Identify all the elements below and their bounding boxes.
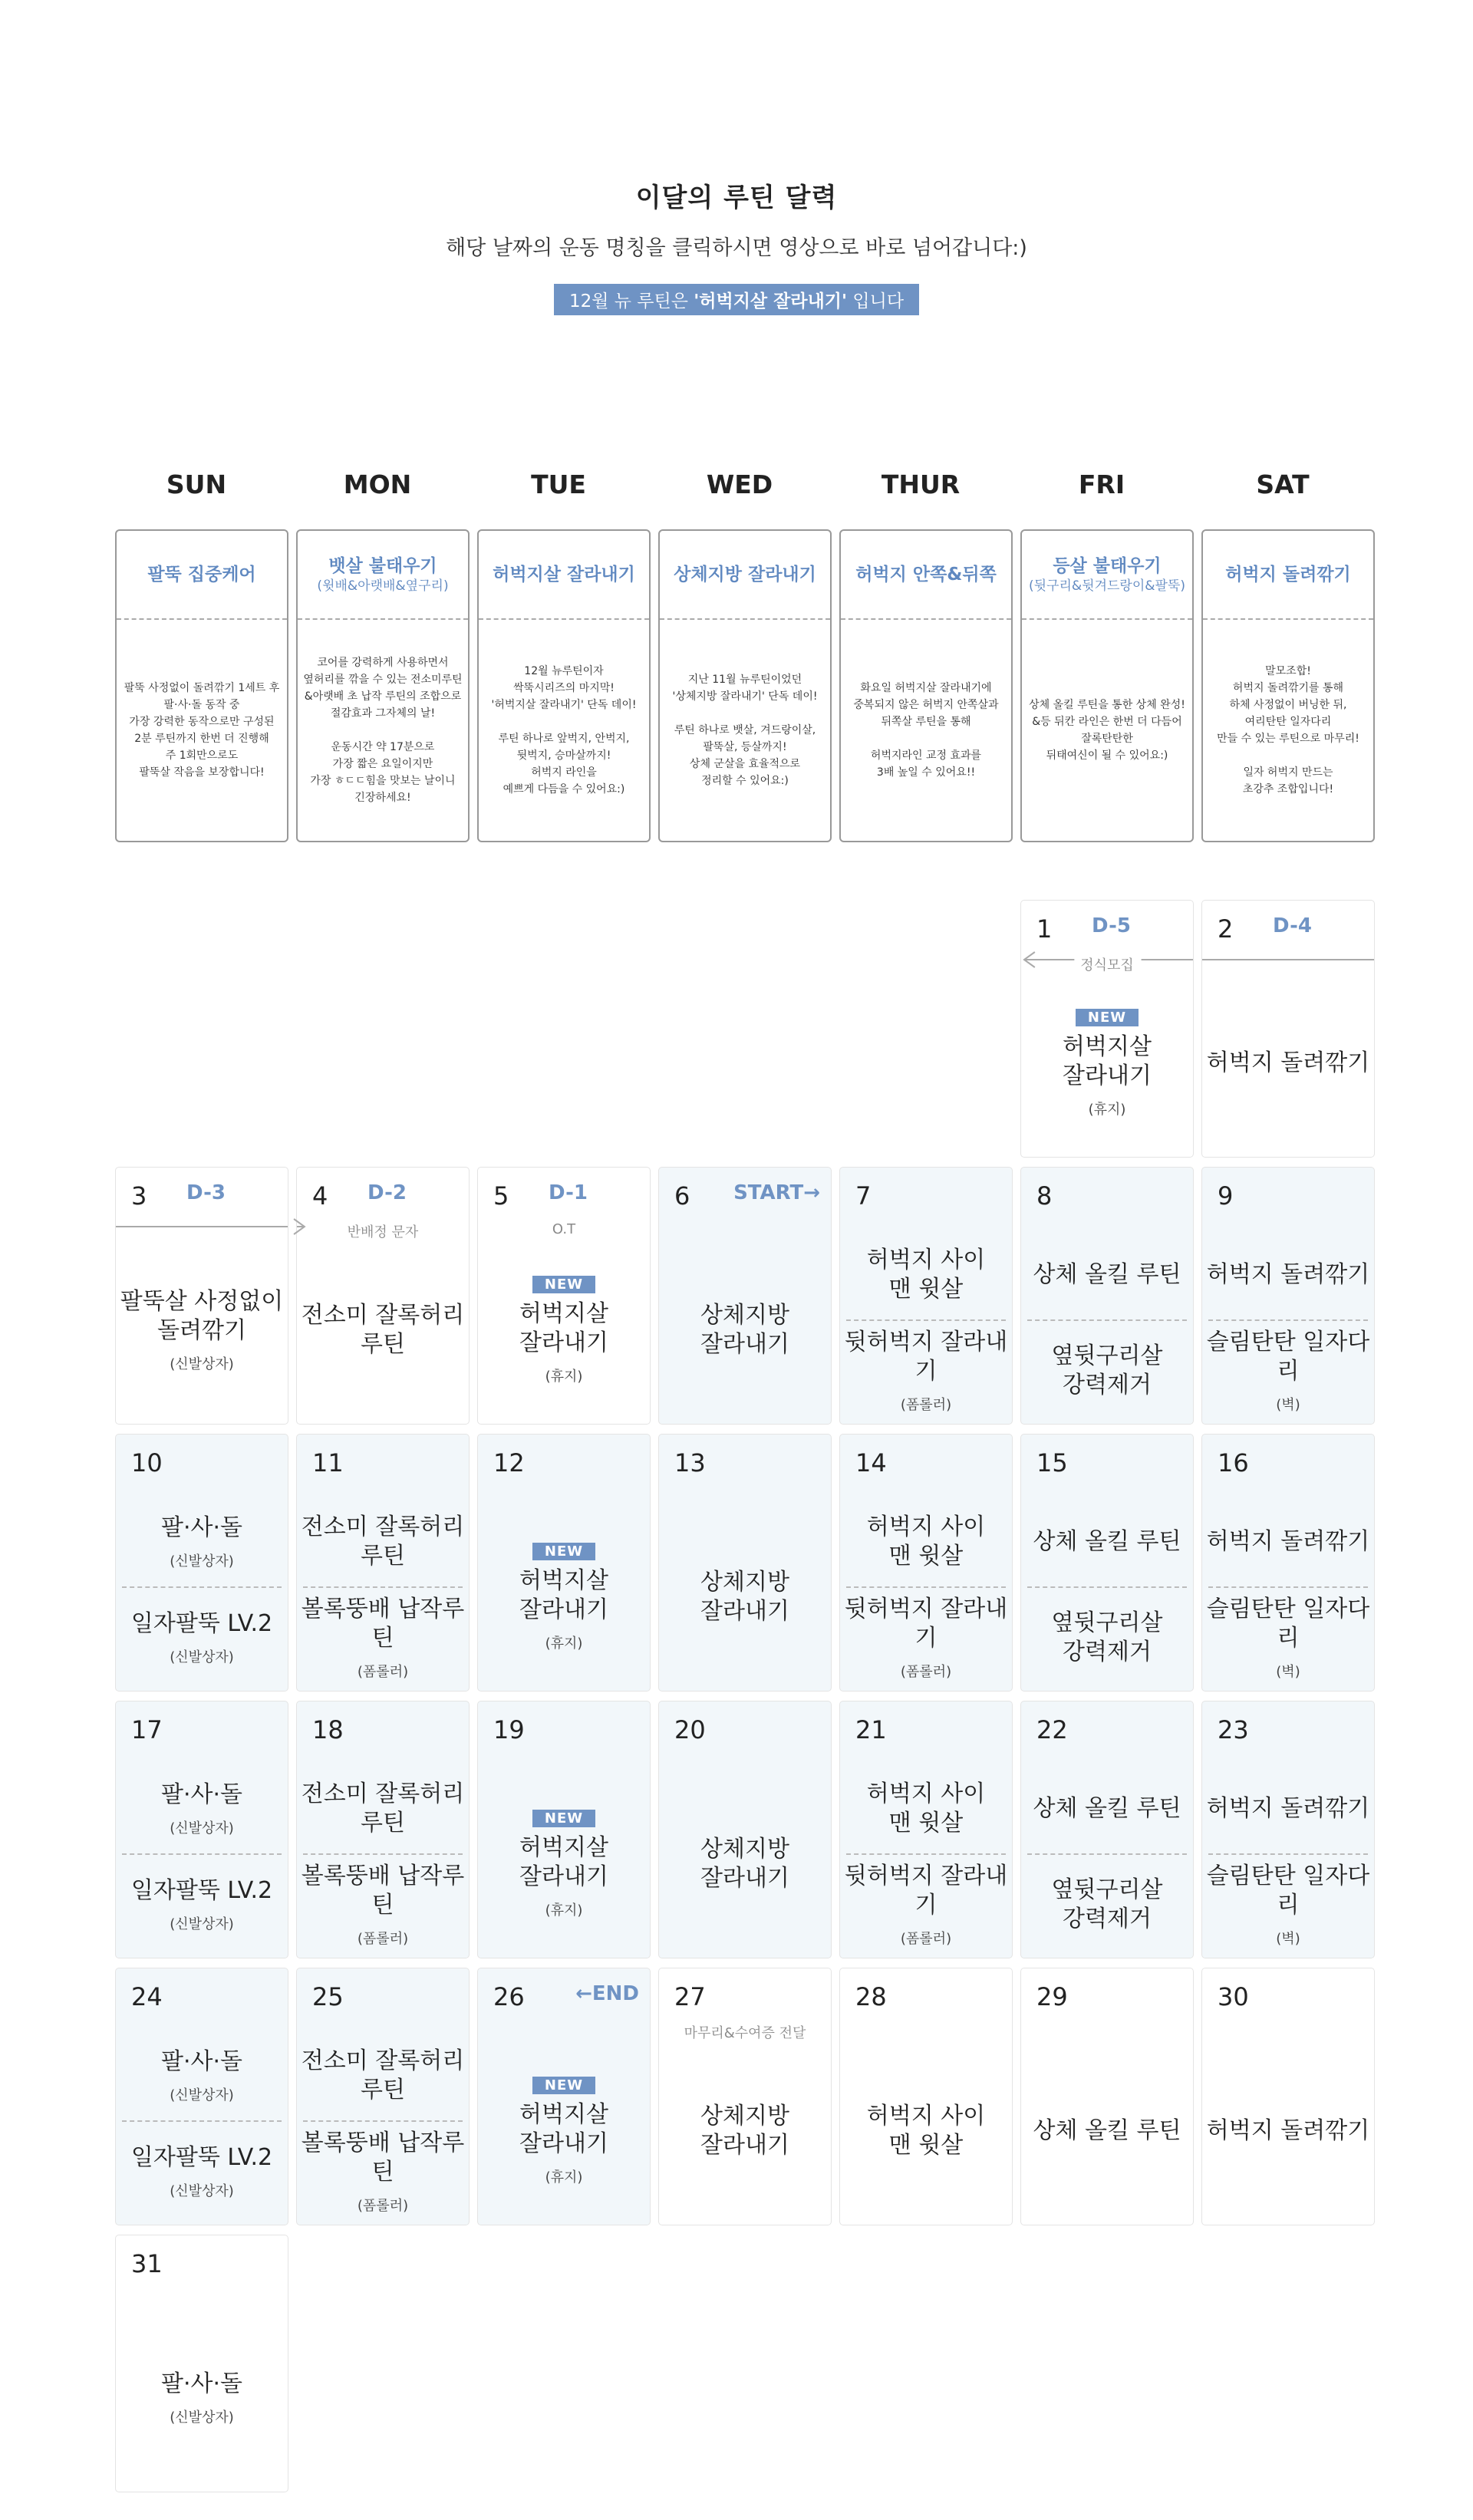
dday-label: D-2 bbox=[367, 1181, 407, 1204]
day-number: 27 bbox=[674, 1982, 706, 2011]
routine-link[interactable]: 허벅지 사이 맨 윗살 bbox=[866, 1247, 986, 1303]
routine-card-thur bbox=[839, 529, 1013, 842]
day-cell-9[interactable] bbox=[1201, 1167, 1375, 1425]
calendar-header bbox=[0, 176, 1473, 315]
arrow-line-icon bbox=[116, 1217, 288, 1237]
equipment-tag: (휴지) bbox=[545, 1902, 583, 1919]
equipment-tag: (벽) bbox=[1276, 1931, 1300, 1947]
routine-card-subtitle: (뒷구리&뒷겨드랑이&팔뚝) bbox=[1029, 578, 1185, 594]
new-badge: NEW bbox=[532, 2077, 595, 2094]
routine-link[interactable]: 뒷허벅지 잘라내기 bbox=[844, 1596, 1008, 1652]
day-number: 1 bbox=[1036, 914, 1053, 944]
routine-link[interactable]: 허벅지살 잘라내기 bbox=[519, 2100, 608, 2157]
new-routine-notice bbox=[554, 284, 919, 315]
day-number: 16 bbox=[1218, 1448, 1249, 1477]
routine-card-description: 코어를 강력하게 사용하면서 옆허리를 깎을 수 있는 전소미루틴 &아랫배 초 납작 루틴의 조합으로 절감효과 그자체의 날! 운동시간 약 17분으로 가장 짧은 요일이지만 가장 ㅎㄷㄷ힘을 맛보는 날이니 긴장하세요! bbox=[303, 657, 463, 804]
equipment-tag: (신발상자) bbox=[170, 1356, 234, 1372]
equipment-tag: (신발상자) bbox=[170, 2183, 234, 2199]
day-number: 26 bbox=[493, 1982, 525, 2011]
equipment-tag: (신발상자) bbox=[170, 1916, 234, 1932]
day-cell-6[interactable] bbox=[658, 1167, 832, 1425]
routine-link[interactable]: 허벅지 사이 맨 윗살 bbox=[866, 1514, 986, 1570]
weekday-thur: THUR bbox=[881, 469, 961, 499]
routine-card-description: 팔뚝 사정없이 돌려깎기 1세트 후 팔·사·돌 동작 중 가장 강력한 동작으로만 구성된 2분 루틴까지 한번 더 진행해 주 1회만으로도 팔뚝살 작음을 보장합니다! bbox=[124, 682, 280, 779]
day-number: 28 bbox=[855, 1982, 887, 2011]
arrow-line-icon bbox=[1202, 950, 1374, 970]
routine-card-mon bbox=[296, 529, 470, 842]
start-label: START→ bbox=[733, 1181, 820, 1204]
routine-link[interactable]: 뒷허벅지 잘라내기 bbox=[844, 1863, 1008, 1919]
day-number: 17 bbox=[131, 1715, 163, 1744]
dday-label: D-4 bbox=[1273, 914, 1312, 937]
routine-card-title: 허벅지살 잘라내기 bbox=[493, 565, 635, 585]
routine-link[interactable]: 전소미 잘록허리 루틴 bbox=[301, 1780, 465, 1836]
equipment-tag: (벽) bbox=[1276, 1397, 1300, 1413]
day-number: 14 bbox=[855, 1448, 887, 1477]
routine-card-title: 등살 불태우기 bbox=[1053, 556, 1162, 576]
day-number: 25 bbox=[312, 1982, 344, 2011]
routine-card-description: 말모조합! 허벅지 돌려깎기를 통해 하체 사정없이 버닝한 뒤, 여리탄탄 일자다리 만들 수 있는 루틴으로 마무리! 일자 허벅지 만드는 초강추 조합입니다! bbox=[1217, 665, 1359, 796]
routine-link[interactable]: 상체 올킬 루틴 bbox=[1033, 2117, 1181, 2144]
notice-pre: 12월 뉴 루틴은 bbox=[568, 292, 694, 311]
day-number: 22 bbox=[1036, 1715, 1068, 1744]
routine-card-sun bbox=[115, 529, 288, 842]
day-number: 2 bbox=[1218, 914, 1234, 944]
day-number: 8 bbox=[1036, 1181, 1053, 1211]
routine-link[interactable]: 허벅지 돌려깎기 bbox=[1206, 1261, 1370, 1288]
schedule-note: 반배정 문자 bbox=[347, 1224, 419, 1240]
day-number: 30 bbox=[1218, 1982, 1249, 2011]
routine-link[interactable]: 허벅지 사이 맨 윗살 bbox=[866, 1780, 986, 1836]
routine-card-description: 12월 뉴루틴이자 싹뚝시리즈의 마지막! '허벅지살 잘라내기' 단독 데이! 루틴 하나로 앞벅지, 안벅지, 뒷벅지, 승마살까지! 허벅지 라인을 예쁘게 다듬을 수 있어요:) bbox=[491, 665, 637, 796]
day-number: 4 bbox=[312, 1181, 328, 1211]
day-number: 20 bbox=[674, 1715, 706, 1744]
equipment-tag: (신발상자) bbox=[170, 1553, 234, 1570]
routine-link[interactable]: 전소미 잘록허리 루틴 bbox=[301, 2047, 465, 2103]
routine-link[interactable]: 전소미 잘록허리 루틴 bbox=[301, 1302, 465, 1358]
day-cell-25[interactable] bbox=[296, 1968, 470, 2225]
day-number: 6 bbox=[674, 1181, 690, 1211]
dday-label: D-3 bbox=[186, 1181, 226, 1204]
page-subtitle: 해당 날짜의 운동 명칭을 클릭하시면 영상으로 바로 넘어갑니다:) bbox=[446, 236, 1027, 260]
notice-post: 입니다 bbox=[847, 292, 905, 311]
routine-link[interactable]: 상체 올킬 루틴 bbox=[1033, 1528, 1181, 1555]
routine-link[interactable]: 허벅지살 잘라내기 bbox=[1063, 1033, 1152, 1089]
routine-link[interactable]: 허벅지 돌려깎기 bbox=[1206, 1049, 1370, 1076]
day-number: 10 bbox=[131, 1448, 163, 1477]
routine-link[interactable]: 볼록뚱배 납작루틴 bbox=[301, 2130, 465, 2186]
equipment-tag: (폼롤러) bbox=[900, 1931, 952, 1947]
day-cell-7[interactable] bbox=[839, 1167, 1013, 1425]
day-number: 23 bbox=[1218, 1715, 1249, 1744]
routine-link[interactable]: 상체 올킬 루틴 bbox=[1033, 1261, 1181, 1288]
day-cell-30[interactable] bbox=[1201, 1968, 1375, 2225]
routine-link[interactable]: 슬림탄탄 일자다리 bbox=[1206, 1596, 1370, 1652]
equipment-tag: (신발상자) bbox=[170, 1820, 234, 1836]
equipment-tag: (폼롤러) bbox=[357, 2198, 409, 2214]
day-number: 24 bbox=[131, 1982, 163, 2011]
weekday-tue: TUE bbox=[531, 469, 586, 499]
routine-link[interactable]: 옆뒷구리살 강력제거 bbox=[1051, 1342, 1163, 1398]
routine-link[interactable]: 일자팔뚝 LV.2 bbox=[130, 1610, 273, 1637]
equipment-tag: (폼롤러) bbox=[357, 1664, 409, 1680]
weekday-mon: MON bbox=[343, 469, 412, 499]
day-cell-29[interactable] bbox=[1020, 1968, 1194, 2225]
routine-card-description: 화요일 허벅지살 잘라내기에 중복되지 않은 허벅지 안쪽살과 뒤쪽살 루틴을 통해 허벅지라인 교정 효과를 3배 높일 수 있어요!! bbox=[853, 682, 999, 779]
routine-card-sat bbox=[1201, 529, 1375, 842]
routine-link[interactable]: 상체지방 잘라내기 bbox=[700, 1569, 789, 1625]
weekday-fri: FRI bbox=[1078, 469, 1125, 499]
schedule-note: O.T bbox=[552, 1221, 576, 1237]
routine-link[interactable]: 옆뒷구리살 강력제거 bbox=[1051, 1609, 1163, 1665]
day-number: 3 bbox=[131, 1181, 147, 1211]
day-cell-22[interactable] bbox=[1020, 1701, 1194, 1958]
schedule-note: 마무리&수여증 전달 bbox=[684, 2025, 806, 2041]
day-cell-31[interactable] bbox=[115, 2235, 288, 2492]
routine-card-title: 팔뚝 집중케어 bbox=[147, 565, 256, 585]
day-cell-26[interactable] bbox=[477, 1968, 651, 2225]
weekday-sun: SUN bbox=[166, 469, 227, 499]
routine-card-description: 지난 11월 뉴루틴이었던 '상체지방 잘라내기' 단독 데이! 루틴 하나로 뱃살, 겨드랑이살, 팔뚝살, 등살까지! 상체 군살을 효율적으로 정리할 수 있어요:) bbox=[672, 674, 818, 787]
day-number: 21 bbox=[855, 1715, 887, 1744]
day-number: 19 bbox=[493, 1715, 525, 1744]
routine-link[interactable]: 상체 올킬 루틴 bbox=[1033, 1795, 1181, 1822]
equipment-tag: (폼롤러) bbox=[900, 1397, 952, 1413]
equipment-tag: (신발상자) bbox=[170, 1649, 234, 1665]
equipment-tag: (폼롤러) bbox=[357, 1931, 409, 1947]
day-cell-24[interactable] bbox=[115, 1968, 288, 2225]
routine-link[interactable]: 일자팔뚝 LV.2 bbox=[130, 2144, 273, 2171]
routine-link[interactable]: 허벅지 사이 맨 윗살 bbox=[866, 2103, 986, 2159]
routine-link[interactable]: 허벅지 돌려깎기 bbox=[1206, 1528, 1370, 1555]
end-label: ←END bbox=[575, 1982, 639, 2005]
routine-link[interactable]: 슬림탄탄 일자다리 bbox=[1206, 1329, 1370, 1385]
day-cell-3[interactable] bbox=[115, 1167, 288, 1425]
routine-link[interactable]: 허벅지살 잘라내기 bbox=[519, 1566, 608, 1623]
equipment-tag: (휴지) bbox=[1088, 1101, 1126, 1118]
day-number: 5 bbox=[493, 1181, 509, 1211]
routine-link[interactable]: 상체지방 잘라내기 bbox=[700, 2103, 789, 2159]
dday-label: D-1 bbox=[549, 1181, 588, 1204]
day-number: 31 bbox=[131, 2249, 163, 2278]
routine-card-tue bbox=[477, 529, 651, 842]
day-cell-14[interactable] bbox=[839, 1434, 1013, 1692]
routine-card-subtitle: (윗배&아랫배&옆구리) bbox=[317, 578, 449, 594]
notice-routine-name: '허벅지살 잘라내기' bbox=[694, 292, 848, 311]
day-number: 9 bbox=[1218, 1181, 1234, 1211]
new-badge: NEW bbox=[532, 1543, 595, 1560]
routine-link[interactable]: 허벅지살 잘라내기 bbox=[519, 1300, 608, 1356]
day-cell-20[interactable] bbox=[658, 1701, 832, 1958]
day-cell-5[interactable] bbox=[477, 1167, 651, 1425]
routine-link[interactable]: 옆뒷구리살 강력제거 bbox=[1051, 1876, 1163, 1932]
day-number: 13 bbox=[674, 1448, 706, 1477]
equipment-tag: (벽) bbox=[1276, 1664, 1300, 1680]
routine-card-fri bbox=[1020, 529, 1194, 842]
day-cell-1[interactable] bbox=[1020, 900, 1194, 1158]
weekday-wed: WED bbox=[706, 469, 773, 499]
equipment-tag: (신발상자) bbox=[170, 2410, 234, 2426]
routine-link[interactable]: 상체지방 잘라내기 bbox=[700, 1302, 789, 1358]
routine-link[interactable]: 팔·사·돌 bbox=[160, 2048, 242, 2075]
schedule-note: 정식모집 bbox=[1080, 957, 1134, 973]
routine-card-description: 상체 올킬 루틴을 통한 상체 완성! &등 뒤칸 라인은 한번 더 다듬어 잘록탄탄한 뒤태여신이 될 수 있어요:) bbox=[1029, 699, 1185, 762]
routine-link[interactable]: 일자팔뚝 LV.2 bbox=[130, 1877, 273, 1904]
day-number: 12 bbox=[493, 1448, 525, 1477]
day-cell-12[interactable] bbox=[477, 1434, 651, 1692]
routine-link[interactable]: 볼록뚱배 납작루틴 bbox=[301, 1596, 465, 1652]
routine-link[interactable]: 팔뚝살 사정없이 돌려깎기 bbox=[120, 1288, 284, 1344]
routine-card-title: 허벅지 돌려깎기 bbox=[1225, 565, 1351, 585]
equipment-tag: (휴지) bbox=[545, 2169, 583, 2186]
routine-link[interactable]: 전소미 잘록허리 루틴 bbox=[301, 1514, 465, 1570]
day-number: 29 bbox=[1036, 1982, 1068, 2011]
routine-link[interactable]: 허벅지 돌려깎기 bbox=[1206, 1795, 1370, 1822]
routine-link[interactable]: 팔·사·돌 bbox=[160, 1781, 242, 1808]
routine-link[interactable]: 허벅지 돌려깎기 bbox=[1206, 2117, 1370, 2144]
equipment-tag: (휴지) bbox=[545, 1368, 583, 1385]
day-cell-28[interactable] bbox=[839, 1968, 1013, 2225]
routine-link[interactable]: 슬림탄탄 일자다리 bbox=[1206, 1863, 1370, 1919]
day-cell-17[interactable] bbox=[115, 1701, 288, 1958]
day-cell-11[interactable] bbox=[296, 1434, 470, 1692]
routine-card-title: 허벅지 안쪽&뒤쪽 bbox=[855, 565, 997, 585]
routine-link[interactable]: 허벅지살 잘라내기 bbox=[519, 1833, 608, 1890]
weekday-header-row bbox=[110, 469, 1368, 500]
equipment-tag: (신발상자) bbox=[170, 2087, 234, 2103]
day-cell-13[interactable] bbox=[658, 1434, 832, 1692]
day-cell-8[interactable] bbox=[1020, 1167, 1194, 1425]
day-cell-15[interactable] bbox=[1020, 1434, 1194, 1692]
day-cell-2[interactable] bbox=[1201, 900, 1375, 1158]
day-cell-23[interactable] bbox=[1201, 1701, 1375, 1958]
equipment-tag: (휴지) bbox=[545, 1635, 583, 1652]
dday-label: D-5 bbox=[1092, 914, 1131, 937]
routine-link[interactable]: 팔·사·돌 bbox=[160, 2370, 242, 2397]
day-cell-21[interactable] bbox=[839, 1701, 1013, 1958]
day-cell-19[interactable] bbox=[477, 1701, 651, 1958]
day-number: 7 bbox=[855, 1181, 872, 1211]
routine-link[interactable]: 볼록뚱배 납작루틴 bbox=[301, 1863, 465, 1919]
routine-card-title: 뱃살 불태우기 bbox=[328, 556, 437, 576]
day-number: 18 bbox=[312, 1715, 344, 1744]
day-cell-18[interactable] bbox=[296, 1701, 470, 1958]
day-cell-27[interactable] bbox=[658, 1968, 832, 2225]
day-cell-16[interactable] bbox=[1201, 1434, 1375, 1692]
page-title: 이달의 루틴 달력 bbox=[635, 183, 838, 213]
routine-card-wed bbox=[658, 529, 832, 842]
new-badge: NEW bbox=[532, 1810, 595, 1827]
routine-link[interactable]: 상체지방 잘라내기 bbox=[700, 1836, 789, 1892]
weekday-sat: SAT bbox=[1256, 469, 1310, 499]
equipment-tag: (폼롤러) bbox=[900, 1664, 952, 1680]
new-badge: NEW bbox=[532, 1276, 595, 1293]
new-badge: NEW bbox=[1076, 1009, 1139, 1026]
day-number: 11 bbox=[312, 1448, 344, 1477]
day-cell-4[interactable] bbox=[296, 1167, 470, 1425]
routine-link[interactable]: 팔·사·돌 bbox=[160, 1514, 242, 1541]
routine-card-title: 상체지방 잘라내기 bbox=[674, 565, 816, 585]
day-cell-10[interactable] bbox=[115, 1434, 288, 1692]
day-number: 15 bbox=[1036, 1448, 1068, 1477]
routine-link[interactable]: 뒷허벅지 잘라내기 bbox=[844, 1329, 1008, 1385]
